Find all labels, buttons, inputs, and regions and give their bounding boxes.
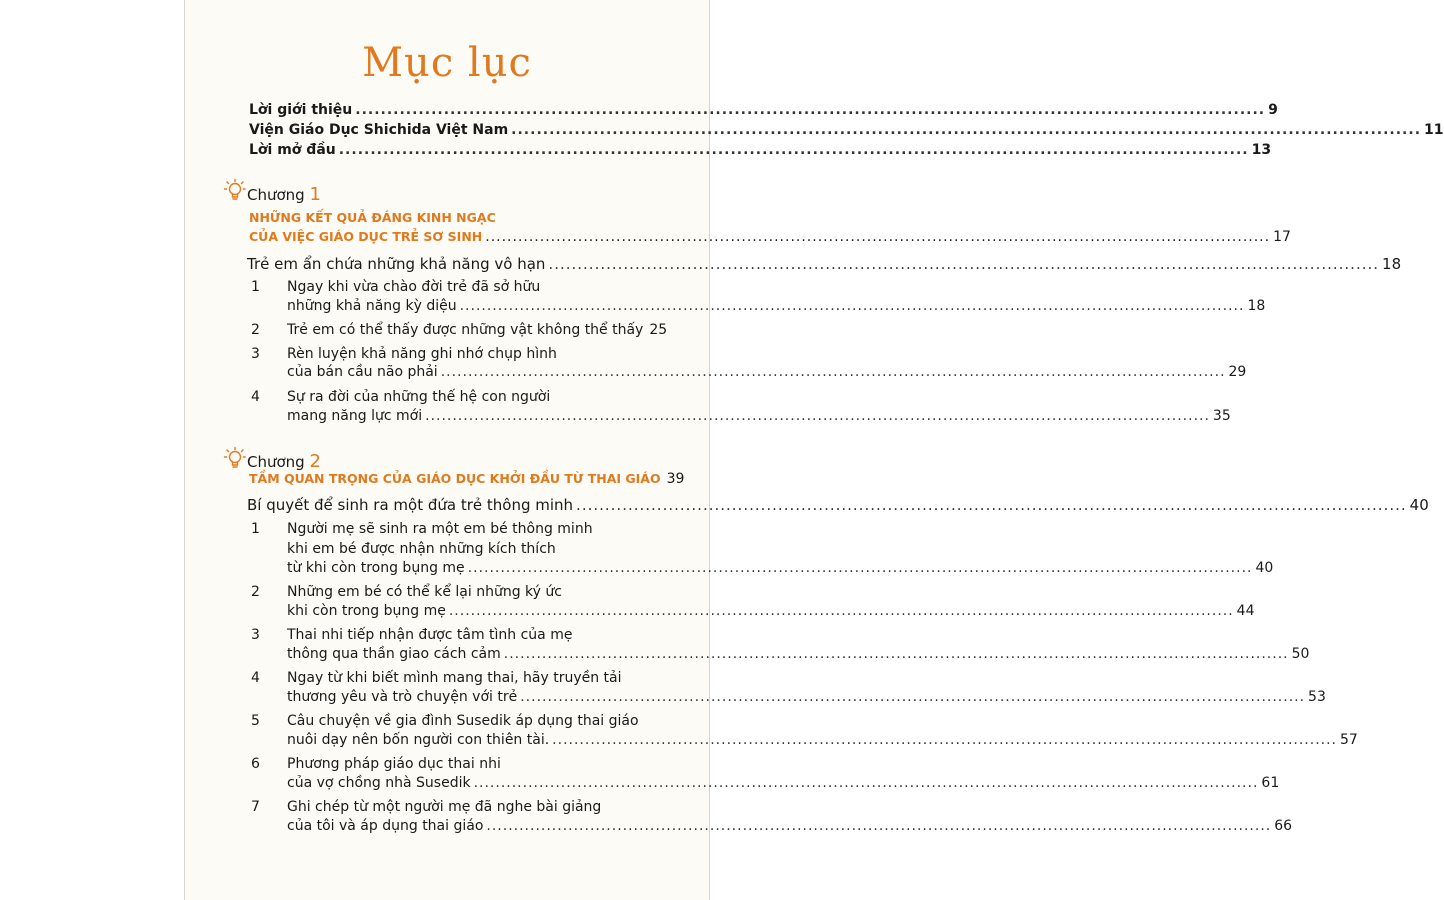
- lightbulb-icon: [223, 178, 245, 202]
- toc-entry-page: 40: [1409, 496, 1429, 514]
- toc-entry: [249, 122, 1444, 138]
- leader-dots: ................................................................................................................................................: [473, 775, 1259, 791]
- item-text-line: của vợ chồng nhà Susedik: [287, 775, 471, 791]
- item-text-line: Ngay khi vừa chào đời trẻ đã sở hữu: [287, 279, 541, 295]
- leader-dots: ................................................................................................................................................: [486, 818, 1272, 834]
- toc-section: [247, 496, 1429, 514]
- item-number: 1: [251, 521, 260, 537]
- toc-entry-page: 39: [666, 471, 685, 487]
- toc-entry-text: Lời giới thiệu: [249, 102, 353, 118]
- item-text-line: của bán cầu não phải: [287, 364, 438, 380]
- item-number: 5: [251, 713, 260, 729]
- toc-entry: [287, 408, 1231, 424]
- toc-entry: [287, 732, 1358, 748]
- toc-entry-page: 40: [1255, 560, 1274, 576]
- item-text-line: Rèn luyện khả năng ghi nhớ chụp hình: [287, 346, 557, 362]
- toc-entry: [287, 689, 1326, 705]
- toc-entry: [249, 142, 1272, 158]
- toc-entry: [287, 322, 668, 338]
- leader-dots: ................................................................................................................................................: [552, 732, 1337, 748]
- item-number: 3: [251, 346, 260, 362]
- toc-section-text: Trẻ em ẩn chứa những khả năng vô hạn: [247, 255, 546, 273]
- toc-entry-page: 53: [1308, 689, 1326, 705]
- chapter-title-entry: [249, 229, 1291, 245]
- item-number: 2: [251, 584, 260, 600]
- toc-entry-page: 57: [1340, 732, 1358, 748]
- item-text-line: thông qua thần giao cách cảm: [287, 646, 501, 662]
- leader-dots: ................................................................................................................................................: [425, 408, 1210, 424]
- item-text-line: từ khi còn trong bụng mẹ: [287, 560, 465, 576]
- toc-entry: [287, 560, 1274, 576]
- chapter-title-entry: [249, 471, 685, 487]
- item-text-line: khi còn trong bụng mẹ: [287, 603, 446, 619]
- leader-dots: ................................................................................................................................................: [459, 298, 1245, 314]
- item-number: 6: [251, 756, 260, 772]
- leader-dots: ................................................................................................................................................: [440, 364, 1226, 380]
- toc-entry: [287, 646, 1310, 662]
- toc-entry: [287, 298, 1266, 314]
- toc-entry-page: 18: [1382, 255, 1402, 273]
- leader-dots: ................................................................................................................................................: [503, 646, 1289, 662]
- lightbulb-icon: [223, 446, 245, 470]
- toc-entry-page: 61: [1261, 775, 1280, 791]
- item-number: 7: [251, 799, 260, 815]
- chapter-number: 1: [309, 184, 321, 205]
- leader-dots: ................................................................................................................................................: [338, 142, 1249, 158]
- leader-dots: ................................................................................................................................................: [485, 229, 1271, 245]
- toc-section: [247, 255, 1402, 273]
- leader-dots: ................................................................................................................................................: [448, 603, 1234, 619]
- leader-dots: ................................................................................................................................................: [355, 102, 1266, 118]
- chapter-title-line: CỦA VIỆC GIÁO DỤC TRẺ SƠ SINH: [249, 229, 483, 244]
- chapter-heading: [247, 184, 321, 205]
- page-title: Mục lục: [362, 40, 532, 86]
- toc-entry-page: 13: [1251, 142, 1272, 158]
- toc-entry-page: 11: [1424, 122, 1444, 138]
- chapter-label: Chương: [247, 186, 305, 204]
- item-text-line: Ghi chép từ một người mẹ đã nghe bài giảng: [287, 799, 602, 815]
- toc-page: [184, 0, 1444, 900]
- toc-entry-page: 18: [1247, 298, 1266, 314]
- chapter-title-line: NHỮNG KẾT QUẢ ĐÁNG KINH NGẠC: [249, 210, 496, 225]
- toc-entry-page: 17: [1273, 229, 1291, 245]
- toc-entry: [287, 364, 1247, 380]
- leader-dots: ................................................................................................................................................: [511, 122, 1422, 138]
- chapter-number: 2: [309, 451, 321, 472]
- item-text-line: mang năng lực mới: [287, 408, 423, 424]
- toc-entry-page: 25: [649, 322, 668, 338]
- item-number: 3: [251, 627, 260, 643]
- toc-entry-page: 29: [1228, 364, 1247, 380]
- item-text-line: Ngay từ khi biết mình mang thai, hãy truyền tải: [287, 670, 622, 686]
- leader-dots: ................................................................................................................................................: [548, 255, 1380, 273]
- chapter-label: Chương: [247, 453, 305, 471]
- leader-dots: ................................................................................................................................................: [467, 560, 1253, 576]
- chapter-heading: [247, 451, 321, 472]
- item-text-line: Thai nhi tiếp nhận được tâm tình của mẹ: [287, 627, 573, 643]
- toc-entry: [249, 102, 1278, 118]
- item-text-line: Trẻ em có thể thấy được những vật không thể thấy: [287, 322, 644, 338]
- item-text-line: Những em bé có thể kể lại những ký ức: [287, 584, 562, 600]
- item-number: 1: [251, 279, 260, 295]
- item-text-line: nuôi dạy nên bốn người con thiên tài.: [287, 732, 550, 748]
- toc-entry: [287, 603, 1255, 619]
- toc-entry-page: 9: [1268, 102, 1278, 118]
- leader-dots: ................................................................................................................................................: [576, 496, 1407, 514]
- toc-entry-page: 50: [1291, 646, 1310, 662]
- item-number: 2: [251, 322, 260, 338]
- item-text-line: Người mẹ sẽ sinh ra một em bé thông minh: [287, 521, 593, 537]
- item-text-line: của tôi và áp dụng thai giáo: [287, 818, 484, 834]
- item-text-line: Phương pháp giáo dục thai nhi: [287, 756, 501, 772]
- toc-entry-page: 66: [1274, 818, 1293, 834]
- leader-dots: ................................................................................................................................................: [520, 689, 1306, 705]
- toc-entry: [287, 775, 1280, 791]
- item-number: 4: [251, 670, 260, 686]
- item-text-line: Câu chuyện về gia đình Susedik áp dụng thai giáo: [287, 713, 639, 729]
- item-text-line: thương yêu và trò chuyện với trẻ: [287, 689, 518, 705]
- toc-entry-text: Viện Giáo Dục Shichida Việt Nam: [249, 122, 509, 138]
- toc-section-text: Bí quyết để sinh ra một đứa trẻ thông minh: [247, 496, 574, 514]
- toc-entry-page: 35: [1212, 408, 1231, 424]
- item-text-line: khi em bé được nhận những kích thích: [287, 541, 556, 557]
- item-text-line: Sự ra đời của những thế hệ con người: [287, 389, 551, 405]
- toc-entry-page: 44: [1236, 603, 1255, 619]
- item-text-line: những khả năng kỳ diệu: [287, 298, 457, 314]
- toc-entry: [287, 818, 1293, 834]
- item-number: 4: [251, 389, 260, 405]
- chapter-title-line: TẦM QUAN TRỌNG CỦA GIÁO DỤC KHỞI ĐẦU TỪ THAI GIÁO: [249, 471, 661, 486]
- toc-entry-text: Lời mở đầu: [249, 142, 336, 158]
